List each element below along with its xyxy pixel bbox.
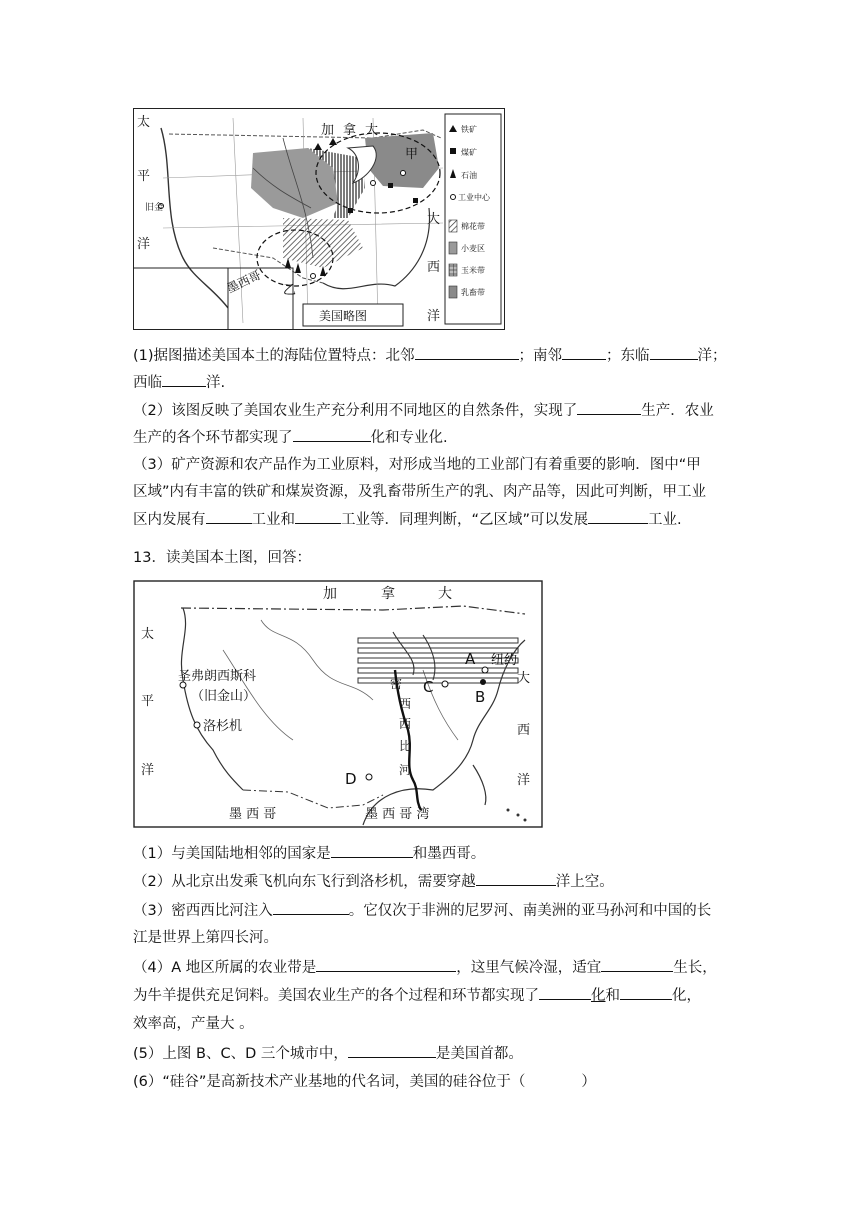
map2-river-5: 河 <box>399 763 412 777</box>
map2-river-3: 西 <box>399 717 412 731</box>
q13-l5-a: （4）A 地区所属的农业带是 <box>133 960 317 976</box>
map2-label-b: B <box>475 688 486 706</box>
usa-economic-map <box>133 108 505 330</box>
blank[interactable] <box>601 957 673 972</box>
map1-ocean-west-3: 洋 <box>137 237 151 252</box>
map2-canada-2: 拿 <box>381 586 395 602</box>
q12-l5: （3）矿产资源和农产品作为工业原料，对形成当地的工业部门有着重要的影响．图中“甲 <box>133 457 701 473</box>
q12-line2 <box>133 372 733 393</box>
map1-ocean-west-1: 太 <box>137 115 151 130</box>
q13-l9-a: (6）“硅谷”是高新技术产业基地的代名词，美国的硅谷位于（ <box>133 1074 526 1090</box>
legend-corn: 玉米带 <box>461 266 485 275</box>
q12-line7 <box>133 509 733 530</box>
q13-l6-d: 化， <box>672 988 701 1004</box>
map2-label-c: C <box>423 678 434 696</box>
map1-city-label: 旧金 <box>145 203 164 213</box>
blank[interactable] <box>348 1043 436 1058</box>
q13-l1-b: 和墨西哥。 <box>412 846 486 862</box>
map2-river-4: 比 <box>399 739 412 753</box>
q13-l8-a: (5）上图 B、C、D 三个城市中， <box>133 1046 348 1062</box>
map2-gulf: 墨 西 哥 湾 <box>365 807 430 822</box>
map2-la: 洛杉机 <box>203 719 243 734</box>
legend-coal: 煤矿 <box>461 148 477 157</box>
q12-l6: 区域”内有丰富的铁矿和煤炭资源，及乳畜带所生产的乳、肉产品等，因此可判断，甲工业 <box>133 484 707 500</box>
q12-l7-b: 工业和 <box>251 512 295 528</box>
map1-ocean-east-3: 洋 <box>427 309 441 324</box>
q13-l2-b: 洋上空。 <box>555 874 614 890</box>
blank[interactable] <box>588 509 648 524</box>
q13-line9 <box>133 1072 733 1092</box>
blank[interactable] <box>206 509 252 524</box>
usa-mainland-map <box>133 580 543 828</box>
blank[interactable] <box>331 843 413 858</box>
q13-l8-b: 是美国首都。 <box>435 1046 523 1062</box>
q13-line7 <box>133 1014 733 1034</box>
q12-l3-a: （2）该图反映了美国农业生产充分利用不同地区的自然条件，实现了 <box>133 403 578 419</box>
blank[interactable] <box>273 900 349 915</box>
q13-title-text: 13．读美国本土图，回答： <box>133 550 311 566</box>
map2-ocean-west-3: 洋 <box>141 763 155 778</box>
map1-title: 美国略图 <box>319 309 368 323</box>
q13-l1-a: （1）与美国陆地相邻的国家是 <box>133 846 331 862</box>
q13-line8 <box>133 1043 733 1064</box>
q13-l3-b: 。它仅次于非洲的尼罗河、南美洲的亚马孙河和中国的长 <box>348 903 712 919</box>
q12-l3-b: 生产．农业 <box>641 403 714 419</box>
map2-sf-1: 圣弗朗西斯科 <box>178 669 257 684</box>
q13-l3-a: （3）密西西比河注入 <box>133 903 273 919</box>
q12-l7-c: 工业等．同理判断，“乙区域”可以发展 <box>341 512 589 528</box>
blank[interactable] <box>316 957 456 972</box>
map2-ny: 纽约 <box>491 653 518 668</box>
blank[interactable] <box>415 345 519 360</box>
q13-line3 <box>133 900 733 921</box>
q12-l1-a: (1)据图描述美国本土的海陆位置特点：北邻 <box>133 348 415 364</box>
q12-l1-d: 洋； <box>697 348 727 364</box>
map2-ocean-east-2: 西 <box>517 723 531 738</box>
blank[interactable] <box>562 345 606 360</box>
blank[interactable] <box>577 400 641 415</box>
q13-l7: 效率高，产量大 。 <box>133 1016 254 1032</box>
map1-country-north: 加拿大 <box>321 123 388 138</box>
map1-country-south: 墨西哥 <box>224 267 264 296</box>
legend-oil: 石油 <box>461 171 477 180</box>
q12-l7-a: 区内发展有 <box>133 512 206 528</box>
q13-line5 <box>133 957 733 978</box>
q12-l1-c: ；东临 <box>606 348 650 364</box>
map2-river-2: 西 <box>399 697 412 711</box>
q12-line1 <box>133 345 733 366</box>
map2-mexico: 墨 西 哥 <box>229 807 277 822</box>
map1-ocean-east-2: 西 <box>427 260 441 275</box>
q13-line4 <box>133 928 733 948</box>
q12-l2-b: 洋. <box>206 375 226 391</box>
map2-canada-3: 大 <box>438 586 452 602</box>
q13-l9-b: ） <box>581 1074 596 1090</box>
q12-l2-a: 西临 <box>133 375 162 391</box>
legend-iron: 铁矿 <box>461 125 477 134</box>
q12-line5 <box>133 455 733 475</box>
map2-label-a: A <box>465 650 476 668</box>
map1-ocean-east-1: 大 <box>427 212 441 227</box>
legend-cotton: 棉花带 <box>461 222 485 231</box>
q13-l6-b: 化 <box>591 988 606 1004</box>
q12-l4-a: 生产的各个环节都实现了 <box>133 430 293 446</box>
q13-title <box>133 548 733 568</box>
map1-ocean-west-2: 平 <box>137 169 151 184</box>
blank[interactable] <box>162 372 206 387</box>
map2-ocean-west-2: 平 <box>141 694 155 709</box>
map1-region-b: 乙 <box>283 283 297 298</box>
q12-line6 <box>133 482 733 502</box>
legend-industry: 工业中心 <box>458 193 490 202</box>
q13-l5-b: ，这里气候冷湿，适宜 <box>456 960 602 976</box>
map2-river-1: 密 <box>390 677 403 691</box>
blank[interactable] <box>650 345 698 360</box>
q13-line6 <box>133 985 733 1006</box>
map2-label-d: D <box>345 770 357 788</box>
map2-ocean-east-3: 洋 <box>517 773 531 788</box>
q12-l1-b: ；南邻 <box>518 348 563 364</box>
q12-line3 <box>133 400 733 421</box>
q13-l4: 江是世界上第四长河。 <box>133 930 278 946</box>
blank[interactable] <box>295 509 341 524</box>
q13-l2-a: （2）从北京出发乘飞机向东飞行到洛杉机，需要穿越 <box>133 874 476 890</box>
q13-l6-c: 和 <box>605 988 620 1004</box>
blank[interactable] <box>620 985 672 1000</box>
map2-ocean-east-1: 大 <box>517 671 531 686</box>
q12-line4 <box>133 427 733 448</box>
q12-l4-b: 化和专业化. <box>370 430 448 446</box>
map2-canada-1: 加 <box>323 586 337 602</box>
q13-l5-c: 生长， <box>673 960 717 976</box>
q12-l7-d: 工业. <box>648 512 682 528</box>
blank[interactable] <box>293 427 371 442</box>
map2-sf-2: （旧金山） <box>191 689 257 704</box>
map1-region-a: 甲 <box>405 147 419 162</box>
legend-dairy: 乳畜带 <box>461 288 485 297</box>
legend-wheat: 小麦区 <box>461 244 485 253</box>
q13-line1 <box>133 843 733 864</box>
map2-ocean-west-1: 太 <box>141 627 155 642</box>
blank[interactable] <box>476 871 556 886</box>
blank[interactable] <box>539 985 591 1000</box>
q13-l6-a: 为牛羊提供充足饲料。美国农业生产的各个过程和环节都实现了 <box>133 988 539 1004</box>
q13-line2 <box>133 871 733 892</box>
